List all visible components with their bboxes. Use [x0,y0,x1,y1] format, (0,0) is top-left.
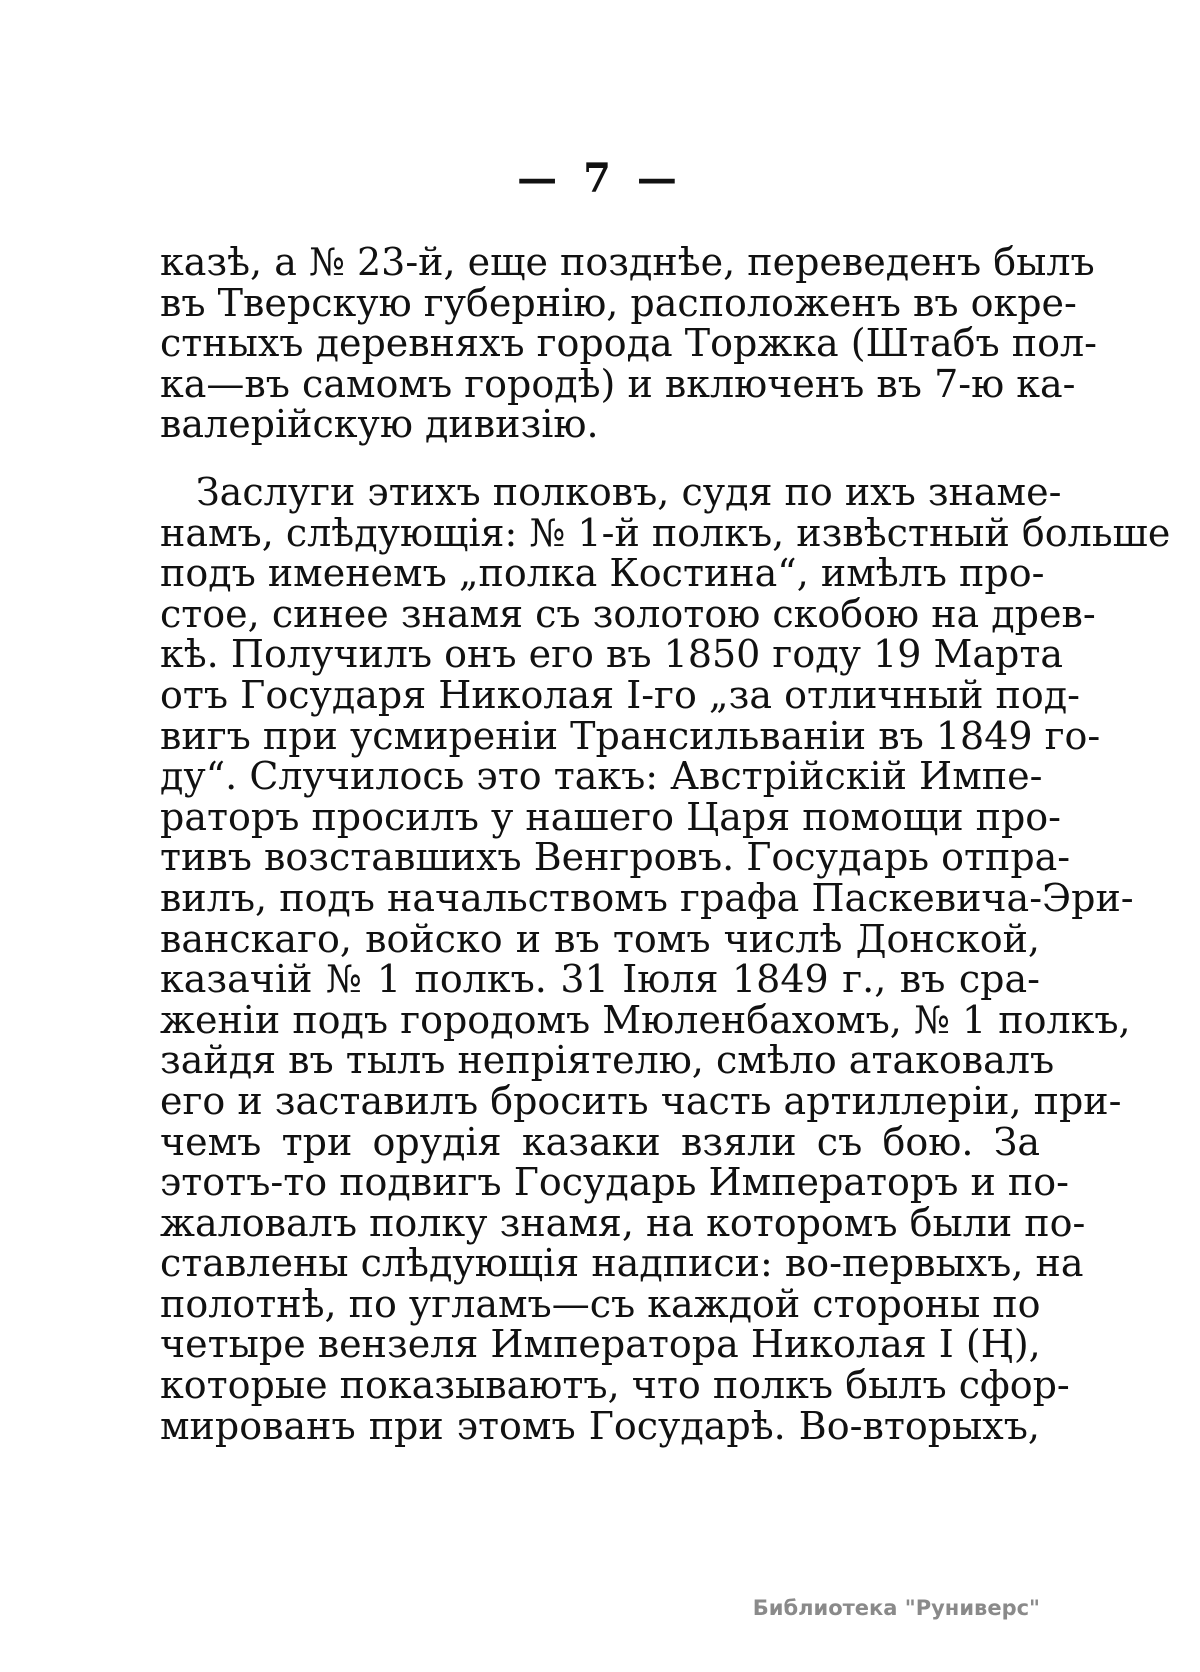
text-line: ставлены слѣдующія надписи: во-первыхъ, на [160,1241,1084,1286]
text-line: зайдя въ тылъ непріятелю, смѣло атаковалъ [160,1038,1055,1083]
text-line: вилъ, подъ начальствомъ графа Паскевича-Эри- [160,875,1134,920]
text-line: стое, синее знамя съ золотою скобою на древ- [160,591,1096,636]
text-line: ка—въ самомъ городѣ) и включенъ въ 7-ю ка- [160,361,1076,406]
page-number: — 7 — [517,155,683,202]
text-line: валерійскую дивизію. [160,402,599,447]
text-line: казачій № 1 полкъ. 31 Іюля 1849 г., въ сра- [160,957,1040,1002]
text-line: отъ Государя Николая I-го „за отличный под- [160,672,1080,717]
paragraph-1 [160,240,1097,447]
paragraph-2 [160,470,1171,1448]
text-line: вигъ при усмиреніи Трансильваніи въ 1849 го- [160,713,1101,758]
text-line: четыре вензеля Императора Николая I (Ң), [160,1322,1041,1367]
text-line: этотъ-то подвигъ Государь Императоръ и по- [160,1160,1069,1205]
text-line: мированъ при этомъ Государѣ. Во-вторыхъ, [160,1403,1040,1448]
text-line: раторъ просилъ у нашего Царя помощи про- [160,794,1062,839]
text-line: подъ именемъ „полка Костина“, имѣлъ про- [160,551,1045,596]
library-watermark: Библиотека "Руниверс" [752,1596,1040,1620]
text-line: его и заставилъ бросить часть артиллеріи, при- [160,1078,1122,1123]
text-line: кѣ. Получилъ онъ его въ 1850 году 19 Марта [160,632,1064,677]
text-line: казѣ, а № 23-й, еще позднѣе, переведенъ былъ [160,240,1095,284]
text-line: которые показываютъ, что полкъ былъ сфор- [160,1363,1070,1408]
text-line: жаловалъ полку знамя, на которомъ были по- [160,1200,1086,1245]
text-line: полотнѣ, по угламъ—съ каждой стороны по [160,1281,1041,1326]
text-line: въ Тверскую губернію, расположенъ въ окре- [160,280,1077,325]
text-line: Заслуги этихъ полковъ, судя по ихъ знаме- [196,470,1062,514]
text-line: стныхъ деревняхъ города Торжка (Штабъ пол- [160,321,1097,366]
text-line: намъ, слѣдующія: № 1-й полкъ, извѣстный больше [160,510,1171,555]
text-line: ванскаго, войско и въ томъ числѣ Донской, [160,916,1040,961]
text-line: тивъ возставшихъ Венгровъ. Государь отпра- [160,835,1071,880]
text-line: женіи подъ городомъ Мюленбахомъ, № 1 полкъ, [160,997,1131,1042]
text-line: ду“. Случилось это такъ: Австрійскій Импе- [160,754,1043,799]
text-line: чемъ три орудія казаки взяли съ бою. За [160,1119,1040,1164]
